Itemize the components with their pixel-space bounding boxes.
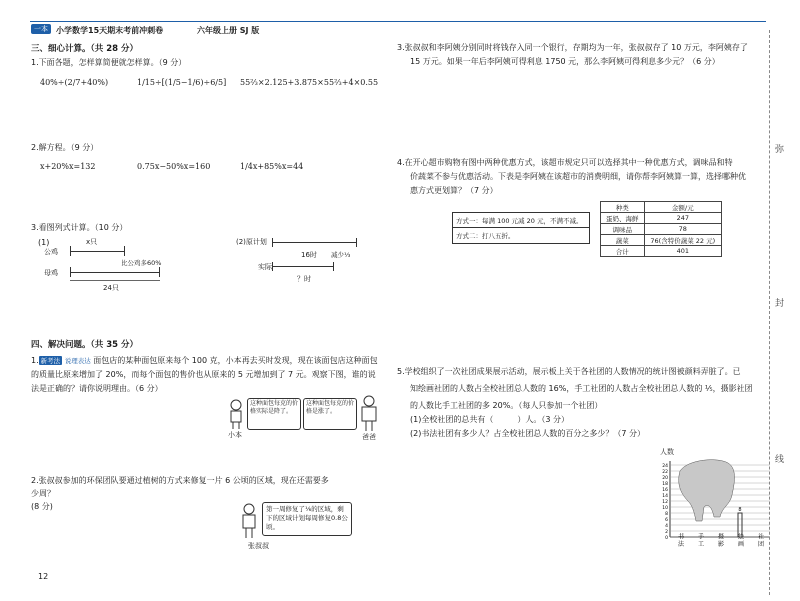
d2-reduce: 减少⅓	[331, 251, 351, 259]
y-tick-label: 0	[665, 536, 668, 541]
speech-bubble-dad: 这种面包每克的价格是涨了。	[303, 398, 357, 430]
speech-bubble-boy: 这种面包每克的价格实际是降了。	[247, 398, 301, 430]
discount-options-box	[452, 212, 590, 244]
s3q1-label: 1.下面各题，怎样算简便就怎样算。（9 分）	[31, 58, 187, 67]
bar-value-label: 8	[738, 507, 742, 513]
d2-question: ？时	[297, 275, 311, 283]
table-row: 合计 401	[601, 246, 722, 257]
d2-plan-label: (2)原计划	[236, 238, 267, 246]
s4q1-line2: 的质量比原来增加了 20%，而每个面包的售价也从原来的 5 元增加到了 7 元。观察下图，谁的说	[31, 370, 376, 379]
discount-option-2: 方式二：打八五折。	[456, 232, 515, 240]
y-tick-label: 20	[662, 476, 668, 481]
table-row: 调味品 78	[601, 224, 722, 235]
s3q2-label: 2.解方程。（9 分）	[31, 143, 99, 152]
s3q1-expr1: 40%÷(2/7+40%)	[40, 78, 109, 87]
x-tick-label: 社 团	[756, 533, 764, 547]
page-number: 12	[38, 572, 49, 581]
table-header: 金额/元	[644, 202, 721, 213]
s3q3-label: 3.看图列式计算。（10 分）	[31, 223, 128, 232]
dad-figure-icon	[358, 394, 380, 432]
paint-stain	[679, 460, 735, 521]
s4q4-line3: 惠方式更划算？（7 分）	[410, 186, 498, 195]
y-tick-label: 4	[665, 524, 668, 529]
x-tick-label: 绘 画	[736, 533, 744, 547]
y-tick-label: 12	[662, 500, 668, 505]
d1-hen-label: 母鸡	[44, 269, 58, 277]
s3q2-expr2: 0.75x−50%x=160	[137, 162, 211, 171]
side-mark-2: 封	[775, 299, 785, 309]
s4q2-score: (8 分)	[31, 502, 53, 511]
section4-title: 四、解决问题。（共 35 分）	[31, 340, 138, 350]
chart-ylabel: 人数	[660, 448, 674, 456]
book-grade: 六年级上册 SJ 版	[197, 26, 260, 35]
s3q2-expr3: 1/4x+85%x=44	[240, 162, 304, 171]
section3-title: 三、细心计算。（共 28 分）	[31, 44, 138, 54]
s3q1-expr3: 55⅔×2.125+3.875×55⅔+4×0.55	[240, 78, 379, 87]
y-tick-label: 18	[662, 482, 668, 487]
y-tick-label: 2	[665, 530, 668, 535]
y-tick-label: 22	[662, 470, 668, 475]
chart-svg	[648, 455, 778, 565]
s4q4-line1: 4.在开心超市购物有图中两种优惠方式，该超市规定只可以选择其中一种优惠方式，调味品和特	[397, 158, 733, 167]
s4q2-line2: 少周？	[31, 489, 55, 498]
y-tick-label: 10	[662, 506, 668, 511]
uncle-figure-icon	[238, 503, 260, 539]
side-mark-3: 线	[775, 455, 785, 465]
s4q5-line1: 5.学校组织了一次社团成果展示活动，展示板上关于各社团的人数情况的统计图被颜料弄脏了。已	[397, 367, 741, 376]
table-row: 蔬菜 76(含特价蔬菜 22 元)	[601, 235, 722, 246]
expense-table	[600, 201, 722, 257]
boy-name: 小本	[228, 431, 242, 439]
s3q2-expr1: x+20%x=132	[40, 162, 96, 171]
boy-figure-icon	[226, 398, 246, 430]
d1-total: 24只	[103, 284, 119, 292]
s3q1-expr2: 1/15÷[(1/5−1/6)÷6/5]	[137, 78, 227, 87]
y-tick-label: 24	[662, 464, 668, 469]
dad-name: 爸爸	[362, 433, 376, 441]
x-tick-label: 摄 影	[716, 533, 724, 547]
d1-note: 比公鸡多60%	[121, 259, 162, 267]
y-tick-label: 14	[662, 494, 668, 499]
header-rule	[30, 21, 766, 22]
d2-actual-label: 实际	[258, 263, 272, 271]
d1-rooster-label: 公鸡	[44, 248, 58, 256]
d2-hours: 16时	[301, 251, 317, 259]
s4q3-line2: 15 万元。如果一年后李阿姨可得利息 1750 元，那么李阿姨可得利息多少元？（6 分）	[410, 57, 720, 66]
uncle-name: 张叔叔	[248, 542, 269, 550]
s4q2-line1: 2.张叔叔参加的环保团队要通过植树的方式来修复一片 6 公顷的区域，现在还需要多	[31, 476, 329, 485]
speech-bubble-uncle: 第一周修复了⅙的区域，剩下的区域计划每周修复0.8公顷。	[262, 502, 352, 536]
s4q5-sub1: (1)全校社团的总共有（ ）人。（3 分）	[410, 415, 569, 424]
side-mark-1: 弥	[775, 145, 785, 155]
y-tick-label: 8	[665, 512, 668, 517]
s4q5-line3: 的人数比手工社团的多 20%。（每人只参加一个社团）	[410, 401, 603, 410]
s4q5-line2: 知绘画社团的人数占全校社团总人数的 16%，手工社团的人数占全校社团总人数的 ⅕，摄影社团	[410, 384, 753, 393]
reasoning-tag: 说理表达	[64, 357, 91, 365]
table-header: 种类	[601, 202, 645, 213]
brand-badge: 一本	[31, 24, 51, 34]
x-tick-label: 手 工	[696, 533, 704, 547]
s4q1-line1: 1. 新考法 说理表达 面包店的某种面包原来每个 100 克，小本再去买时发现，现在该面包店这种面包	[31, 356, 378, 365]
s4q3-line1: 3.张叔叔和李阿姨分别同时将钱存入同一个银行，存期均为一年，张叔叔存了 10 万元，李阿姨存了	[397, 43, 748, 52]
s4q5-sub2: (2)书法社团有多少人？占全校社团总人数的百分之多少？（7 分）	[410, 429, 645, 438]
x-tick-label: 书 法	[676, 533, 684, 547]
book-title: 小学数学15天期末考前冲刺卷	[56, 26, 164, 35]
s4q1-line3: 法是正确的？请你说明理由。（6 分）	[31, 384, 163, 393]
d1-x-label: x只	[86, 238, 98, 246]
new-method-tag: 新考法	[40, 357, 61, 365]
y-tick-label: 16	[662, 488, 668, 493]
y-tick-label: 6	[665, 518, 668, 523]
table-row: 蛋奶、海鲜 247	[601, 213, 722, 224]
d1-number: (1)	[38, 238, 50, 247]
discount-option-1: 方式一：每满 100 元减 20 元，不满不减。	[456, 217, 583, 225]
s4q4-line2: 价蔬菜不参与优惠活动。下表是李阿姨在该超市的消费明细，请你帮李阿姨算一算，选择哪种优	[410, 172, 746, 181]
